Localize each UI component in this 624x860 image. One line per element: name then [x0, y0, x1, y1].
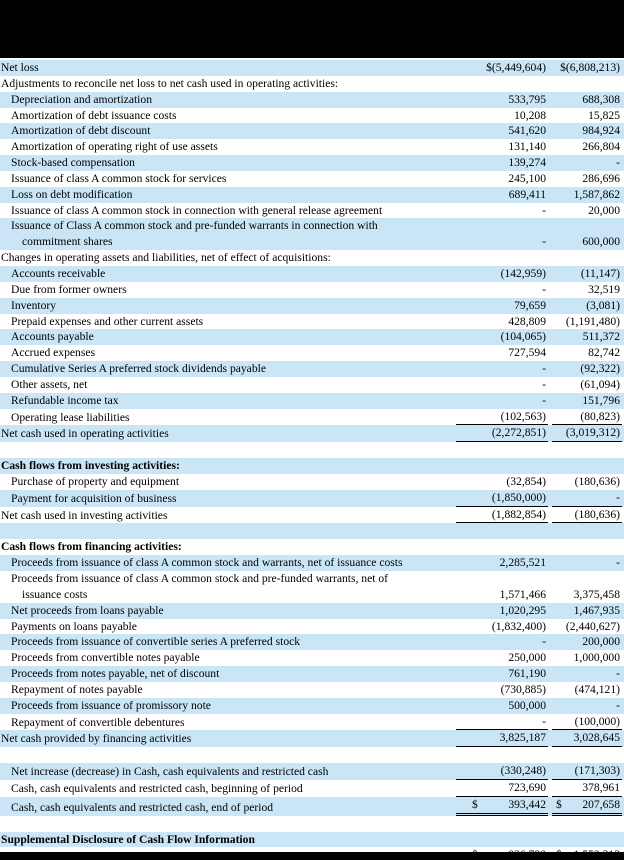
row-label	[0, 816, 456, 832]
value-col2: 1,000,000	[573, 651, 620, 665]
total-row	[0, 780, 624, 797]
total-row	[0, 507, 624, 524]
table-row	[0, 218, 624, 250]
total-row	[0, 425, 624, 442]
table-row	[0, 76, 624, 92]
row-label: Net cash used in investing activities	[1, 508, 168, 522]
value-col2	[552, 442, 624, 458]
value-col1	[456, 539, 552, 555]
row-label	[0, 747, 456, 763]
value-col2: 200,000	[582, 635, 620, 649]
value-col1	[456, 816, 552, 832]
value-col1: -	[542, 362, 546, 376]
value-col1	[456, 442, 552, 458]
value-col1: $(5,449,604)	[486, 61, 546, 74]
spacer-row	[0, 747, 624, 763]
row-label: Due from former owners	[11, 282, 127, 296]
value-col2: 984,924	[582, 124, 620, 138]
value-col1: (104,065)	[500, 330, 546, 344]
value-col1: 723,690	[456, 780, 552, 797]
value-col1: -	[542, 377, 546, 391]
table-row	[0, 571, 624, 603]
row-label: Loss on debt modification	[11, 187, 133, 201]
table-row	[0, 266, 624, 282]
value-col1: 1,020,295	[499, 603, 546, 617]
total-row	[0, 714, 624, 731]
value-col2	[552, 76, 624, 92]
value-col1: 1,571,466	[499, 587, 546, 601]
value-col2: 600,000	[582, 235, 620, 249]
value-col2: (100,000)	[552, 714, 624, 731]
value-col1: (1,832,400)	[491, 619, 546, 633]
cash-flow-statement-table	[0, 60, 624, 860]
row-label: Issuance of class A common stock for services	[11, 171, 227, 185]
value-col1: 245,100	[508, 171, 546, 185]
table-row	[0, 698, 624, 714]
table-row	[0, 92, 624, 108]
row-label: Operating lease liabilities	[11, 410, 130, 424]
table-row	[0, 203, 624, 219]
table-row	[0, 474, 624, 490]
row-label: Refundable income tax	[11, 393, 119, 407]
value-col1: 79,659	[514, 298, 546, 312]
value-col2: (180,636)	[574, 474, 620, 488]
spacer-row	[0, 523, 624, 539]
table-row	[0, 329, 624, 345]
table-row	[0, 314, 624, 330]
row-label: Cash, cash equivalents and restricted cash, beginning of period	[11, 781, 303, 795]
value-col1: (730,885)	[500, 682, 546, 696]
value-col1: -	[542, 282, 546, 296]
value-col1: 3,825,187	[456, 730, 552, 747]
value-col1	[456, 458, 552, 474]
value-col2: 3,375,458	[573, 587, 620, 601]
row-label: Cumulative Series A preferred stock dividends payable	[11, 362, 266, 376]
amount-value: 207,658	[582, 797, 620, 811]
value-col2: (171,303)	[552, 763, 624, 780]
value-col1: (102,563)	[456, 409, 552, 426]
row-label	[0, 523, 456, 539]
spacer-row	[0, 442, 624, 458]
table-row	[0, 650, 624, 666]
value-col1: 131,140	[508, 140, 546, 154]
row-label: Amortization of debt discount	[11, 124, 151, 138]
row-label: Accrued expenses	[11, 346, 96, 360]
row-label: Repayment of convertible debentures	[11, 715, 185, 729]
row-label: Net cash used in operating activities	[1, 427, 169, 441]
row-label: Accounts receivable	[11, 266, 106, 280]
row-label: Stock-based compensation	[11, 156, 135, 170]
row-label: Issuance of Class A common stock and pre-funded warrants in connection with commitment shares	[11, 219, 378, 249]
total-row	[0, 797, 624, 816]
table-row	[0, 555, 624, 571]
row-label	[0, 442, 456, 458]
value-col1	[456, 250, 552, 266]
row-label: Supplemental Disclosure of Cash Flow Information	[1, 832, 255, 846]
value-col2: (61,094)	[580, 377, 620, 391]
row-label: Proceeds from issuance of class A common stock and pre-funded warrants, net of issuance costs	[11, 572, 389, 601]
value-col1: 500,000	[508, 698, 546, 712]
total-row	[0, 409, 624, 426]
row-label: Prepaid expenses and other current assets	[11, 314, 204, 328]
value-col1: (330,248)	[456, 763, 552, 780]
value-col2: 1,467,935	[573, 603, 620, 617]
row-label: Proceeds from issuance of convertible series A preferred stock	[11, 635, 301, 649]
table-row	[0, 171, 624, 187]
row-label: Net increase (decrease) in Cash, cash equivalents and restricted cash	[11, 765, 329, 779]
table-row	[0, 298, 624, 314]
value-col2	[552, 539, 624, 555]
value-col2	[552, 523, 624, 539]
table-row	[0, 377, 624, 393]
total-row	[0, 763, 624, 780]
value-col2: -	[616, 667, 620, 681]
value-col1: 250,000	[508, 651, 546, 665]
value-col1	[456, 76, 552, 92]
table-row	[0, 123, 624, 139]
row-label: Amortization of debt issuance costs	[11, 108, 177, 122]
value-col2: 511,372	[582, 330, 620, 344]
bottom-black-band	[0, 852, 624, 860]
value-col1	[456, 747, 552, 763]
top-black-band	[0, 0, 624, 58]
value-col1: -	[542, 393, 546, 407]
table-row	[0, 250, 624, 266]
table-row	[0, 634, 624, 650]
value-col2: 82,742	[588, 346, 620, 360]
row-label: Cash flows from investing activities:	[1, 459, 180, 473]
value-col1: (32,854)	[506, 474, 546, 488]
row-label: Cash flows from financing activities:	[1, 540, 182, 554]
row-label: Payments on loans payable	[11, 619, 137, 633]
amount-value: 393,442	[508, 797, 546, 811]
spacer-row	[0, 816, 624, 832]
row-label: Net proceeds from loans payable	[11, 603, 164, 617]
currency-symbol: $	[556, 797, 562, 811]
value-col2: (3,019,312)	[552, 425, 624, 442]
table-row	[0, 282, 624, 298]
table-row	[0, 345, 624, 361]
row-label: Other assets, net	[11, 377, 88, 391]
value-col1	[456, 523, 552, 539]
value-col1: 2,285,521	[499, 556, 546, 570]
value-col2: (2,440,627)	[565, 619, 620, 633]
value-col2: $(6,808,213)	[560, 61, 620, 74]
table-row	[0, 139, 624, 155]
total-row	[0, 730, 624, 747]
value-col2: -	[616, 698, 620, 712]
value-col2: (1,191,480)	[565, 314, 620, 328]
table-row	[0, 361, 624, 377]
value-col1: (142,959)	[500, 266, 546, 280]
row-label: Adjustments to reconcile net loss to net cash used in operating activities:	[1, 76, 339, 90]
value-col1: 428,809	[508, 314, 546, 328]
table-row	[0, 60, 624, 76]
value-col2	[552, 816, 624, 832]
value-col2	[552, 250, 624, 266]
row-label: Changes in operating assets and liabilities, net of effect of acquisitions:	[1, 251, 331, 265]
table-row	[0, 682, 624, 698]
value-col2: (11,147)	[580, 266, 620, 280]
value-col1: (1,882,854)	[456, 507, 552, 524]
table-row	[0, 108, 624, 124]
table-row	[0, 155, 624, 171]
value-col2: (92,322)	[580, 362, 620, 376]
value-col2: 3,028,645	[552, 730, 624, 747]
value-col1: 541,620	[508, 124, 546, 138]
value-col2: -	[616, 156, 620, 170]
section-header-row	[0, 458, 624, 474]
value-col2	[552, 797, 624, 816]
row-label: Issuance of class A common stock in connection with general release agreement	[11, 203, 383, 217]
table-row	[0, 393, 624, 409]
value-col1: (1,850,000)	[456, 490, 552, 507]
value-col2	[552, 832, 624, 848]
value-col2	[552, 458, 624, 474]
value-col1	[456, 832, 552, 848]
value-col2: (80,823)	[552, 409, 624, 426]
value-col2: 151,796	[582, 393, 620, 407]
value-col2: 15,825	[588, 108, 620, 122]
table-row	[0, 603, 624, 619]
value-col2: 378,961	[552, 780, 624, 797]
value-col2: 20,000	[588, 203, 620, 217]
value-col1: (2,272,851)	[456, 425, 552, 442]
row-label: Payment for acquisition of business	[11, 491, 177, 505]
row-label: Inventory	[11, 298, 57, 312]
total-row	[0, 490, 624, 507]
cash-flow-table-body	[0, 60, 624, 860]
value-col1: 533,795	[508, 92, 546, 106]
value-col2	[552, 747, 624, 763]
value-col1: 139,274	[508, 156, 546, 170]
value-col2: 286,696	[582, 171, 620, 185]
row-label: Repayment of notes payable	[11, 682, 143, 696]
row-label: Proceeds from issuance of class A common stock and warrants, net of issuance costs	[11, 556, 403, 570]
value-col2: (180,636)	[552, 507, 624, 524]
table-row	[0, 187, 624, 203]
value-col2: 266,804	[582, 140, 620, 154]
value-col1: 10,208	[514, 108, 546, 122]
table-row	[0, 619, 624, 635]
section-header-row	[0, 832, 624, 848]
value-col2: 688,308	[582, 92, 620, 106]
row-label: Purchase of property and equipment	[11, 474, 180, 488]
row-label: Net loss	[1, 61, 39, 74]
section-header-row	[0, 539, 624, 555]
value-col1: 761,190	[508, 667, 546, 681]
row-label: Accounts payable	[11, 330, 94, 344]
value-col1: -	[456, 714, 552, 731]
value-col1: -	[542, 203, 546, 217]
value-col1: -	[542, 635, 546, 649]
value-col2: 32,519	[588, 282, 620, 296]
row-label: Cash, cash equivalents and restricted cash, end of period	[11, 800, 274, 814]
value-col1: 689,411	[508, 187, 546, 201]
value-col2: 1,587,862	[573, 187, 620, 201]
row-label: Amortization of operating right of use assets	[11, 140, 218, 154]
value-col2: -	[616, 556, 620, 570]
value-col2: (474,121)	[574, 682, 620, 696]
currency-symbol: $	[472, 797, 478, 811]
row-label: Net cash provided by financing activities	[1, 732, 192, 746]
row-label: Depreciation and amortization	[11, 92, 152, 106]
table-row	[0, 666, 624, 682]
value-col1: 727,594	[508, 346, 546, 360]
value-col1	[456, 797, 552, 816]
value-col1: -	[542, 235, 546, 249]
value-col2: -	[552, 490, 624, 507]
row-label: Proceeds from convertible notes payable	[11, 651, 200, 665]
value-col2: (3,081)	[586, 298, 620, 312]
row-label: Proceeds from issuance of promissory note	[11, 698, 211, 712]
row-label: Proceeds from notes payable, net of discount	[11, 667, 220, 681]
